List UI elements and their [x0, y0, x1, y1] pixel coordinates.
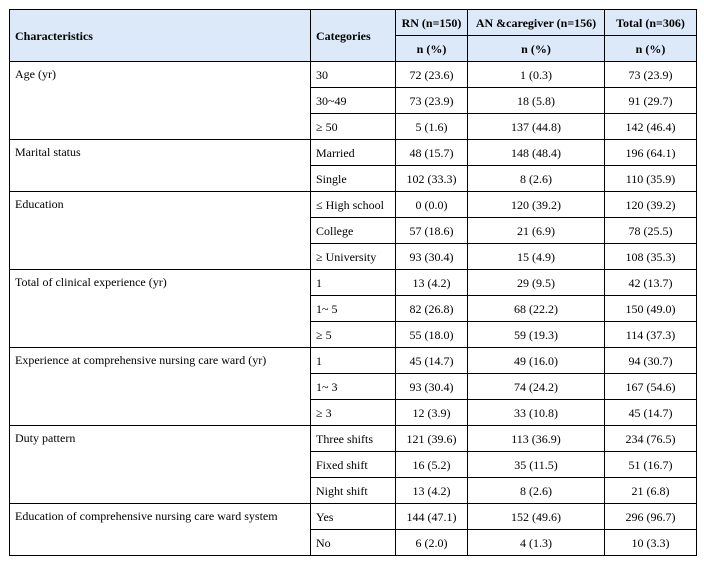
category-cell: ≥ University [311, 244, 396, 270]
rn-cell: 0 (0.0) [396, 192, 468, 218]
characteristic-label: Age (yr) [10, 62, 311, 140]
characteristics-table [9, 9, 697, 556]
category-cell: Three shifts [311, 426, 396, 452]
an-caregiver-cell: 68 (22.2) [468, 296, 605, 322]
table-container [9, 9, 697, 556]
category-cell: 1~ 3 [311, 374, 396, 400]
total-cell: 234 (76.5) [605, 426, 697, 452]
category-cell: ≥ 5 [311, 322, 396, 348]
an-caregiver-cell: 15 (4.9) [468, 244, 605, 270]
rn-cell: 93 (30.4) [396, 244, 468, 270]
rn-cell: 45 (14.7) [396, 348, 468, 374]
category-cell: ≥ 50 [311, 114, 396, 140]
category-cell: Night shift [311, 478, 396, 504]
rn-cell: 93 (30.4) [396, 374, 468, 400]
total-cell: 196 (64.1) [605, 140, 697, 166]
table-row [10, 192, 697, 218]
an-caregiver-cell: 8 (2.6) [468, 166, 605, 192]
subheader-rn: n (%) [396, 36, 468, 62]
table-body [10, 62, 697, 556]
subheader-an-caregiver: n (%) [468, 36, 605, 62]
category-cell: 30 [311, 62, 396, 88]
category-cell: 30~49 [311, 88, 396, 114]
category-cell: 1~ 5 [311, 296, 396, 322]
header-characteristics: Characteristics [10, 10, 311, 62]
an-caregiver-cell: 21 (6.9) [468, 218, 605, 244]
category-cell: Fixed shift [311, 452, 396, 478]
total-cell: 167 (54.6) [605, 374, 697, 400]
category-cell: ≤ High school [311, 192, 396, 218]
an-caregiver-cell: 152 (49.6) [468, 504, 605, 530]
rn-cell: 82 (26.8) [396, 296, 468, 322]
total-cell: 296 (96.7) [605, 504, 697, 530]
rn-cell: 12 (3.9) [396, 400, 468, 426]
an-caregiver-cell: 137 (44.8) [468, 114, 605, 140]
characteristic-label: Total of clinical experience (yr) [10, 270, 311, 348]
rn-cell: 55 (18.0) [396, 322, 468, 348]
category-cell: Single [311, 166, 396, 192]
total-cell: 108 (35.3) [605, 244, 697, 270]
category-cell: Yes [311, 504, 396, 530]
table-header [10, 10, 697, 62]
rn-cell: 73 (23.9) [396, 88, 468, 114]
category-cell: No [311, 530, 396, 556]
header-an-caregiver: AN &caregiver (n=156) [468, 10, 605, 36]
total-cell: 10 (3.3) [605, 530, 697, 556]
total-cell: 42 (13.7) [605, 270, 697, 296]
header-total: Total (n=306) [605, 10, 697, 36]
an-caregiver-cell: 18 (5.8) [468, 88, 605, 114]
characteristic-label: Education [10, 192, 311, 270]
rn-cell: 121 (39.6) [396, 426, 468, 452]
table-row [10, 140, 697, 166]
characteristic-label: Marital status [10, 140, 311, 192]
header-row [10, 10, 697, 36]
rn-cell: 102 (33.3) [396, 166, 468, 192]
rn-cell: 5 (1.6) [396, 114, 468, 140]
rn-cell: 16 (5.2) [396, 452, 468, 478]
an-caregiver-cell: 8 (2.6) [468, 478, 605, 504]
rn-cell: 13 (4.2) [396, 478, 468, 504]
an-caregiver-cell: 35 (11.5) [468, 452, 605, 478]
rn-cell: 6 (2.0) [396, 530, 468, 556]
an-caregiver-cell: 148 (48.4) [468, 140, 605, 166]
total-cell: 142 (46.4) [605, 114, 697, 140]
header-categories: Categories [311, 10, 396, 62]
total-cell: 120 (39.2) [605, 192, 697, 218]
total-cell: 150 (49.0) [605, 296, 697, 322]
category-cell: Married [311, 140, 396, 166]
subheader-total: n (%) [605, 36, 697, 62]
an-caregiver-cell: 29 (9.5) [468, 270, 605, 296]
total-cell: 110 (35.9) [605, 166, 697, 192]
an-caregiver-cell: 49 (16.0) [468, 348, 605, 374]
characteristic-label: Experience at comprehensive nursing care ward (yr) [10, 348, 311, 426]
an-caregiver-cell: 59 (19.3) [468, 322, 605, 348]
an-caregiver-cell: 74 (24.2) [468, 374, 605, 400]
total-cell: 73 (23.9) [605, 62, 697, 88]
category-cell: College [311, 218, 396, 244]
characteristic-label: Duty pattern [10, 426, 311, 504]
table-row [10, 270, 697, 296]
characteristic-label: Education of comprehensive nursing care ward system [10, 504, 311, 556]
total-cell: 114 (37.3) [605, 322, 697, 348]
header-rn: RN (n=150) [396, 10, 468, 36]
rn-cell: 72 (23.6) [396, 62, 468, 88]
total-cell: 51 (16.7) [605, 452, 697, 478]
rn-cell: 13 (4.2) [396, 270, 468, 296]
rn-cell: 144 (47.1) [396, 504, 468, 530]
an-caregiver-cell: 120 (39.2) [468, 192, 605, 218]
total-cell: 94 (30.7) [605, 348, 697, 374]
table-row [10, 348, 697, 374]
rn-cell: 48 (15.7) [396, 140, 468, 166]
category-cell: ≥ 3 [311, 400, 396, 426]
category-cell: 1 [311, 270, 396, 296]
an-caregiver-cell: 1 (0.3) [468, 62, 605, 88]
total-cell: 45 (14.7) [605, 400, 697, 426]
category-cell: 1 [311, 348, 396, 374]
total-cell: 78 (25.5) [605, 218, 697, 244]
an-caregiver-cell: 113 (36.9) [468, 426, 605, 452]
table-row [10, 504, 697, 530]
total-cell: 21 (6.8) [605, 478, 697, 504]
an-caregiver-cell: 33 (10.8) [468, 400, 605, 426]
an-caregiver-cell: 4 (1.3) [468, 530, 605, 556]
table-row [10, 62, 697, 88]
table-row [10, 426, 697, 452]
rn-cell: 57 (18.6) [396, 218, 468, 244]
total-cell: 91 (29.7) [605, 88, 697, 114]
